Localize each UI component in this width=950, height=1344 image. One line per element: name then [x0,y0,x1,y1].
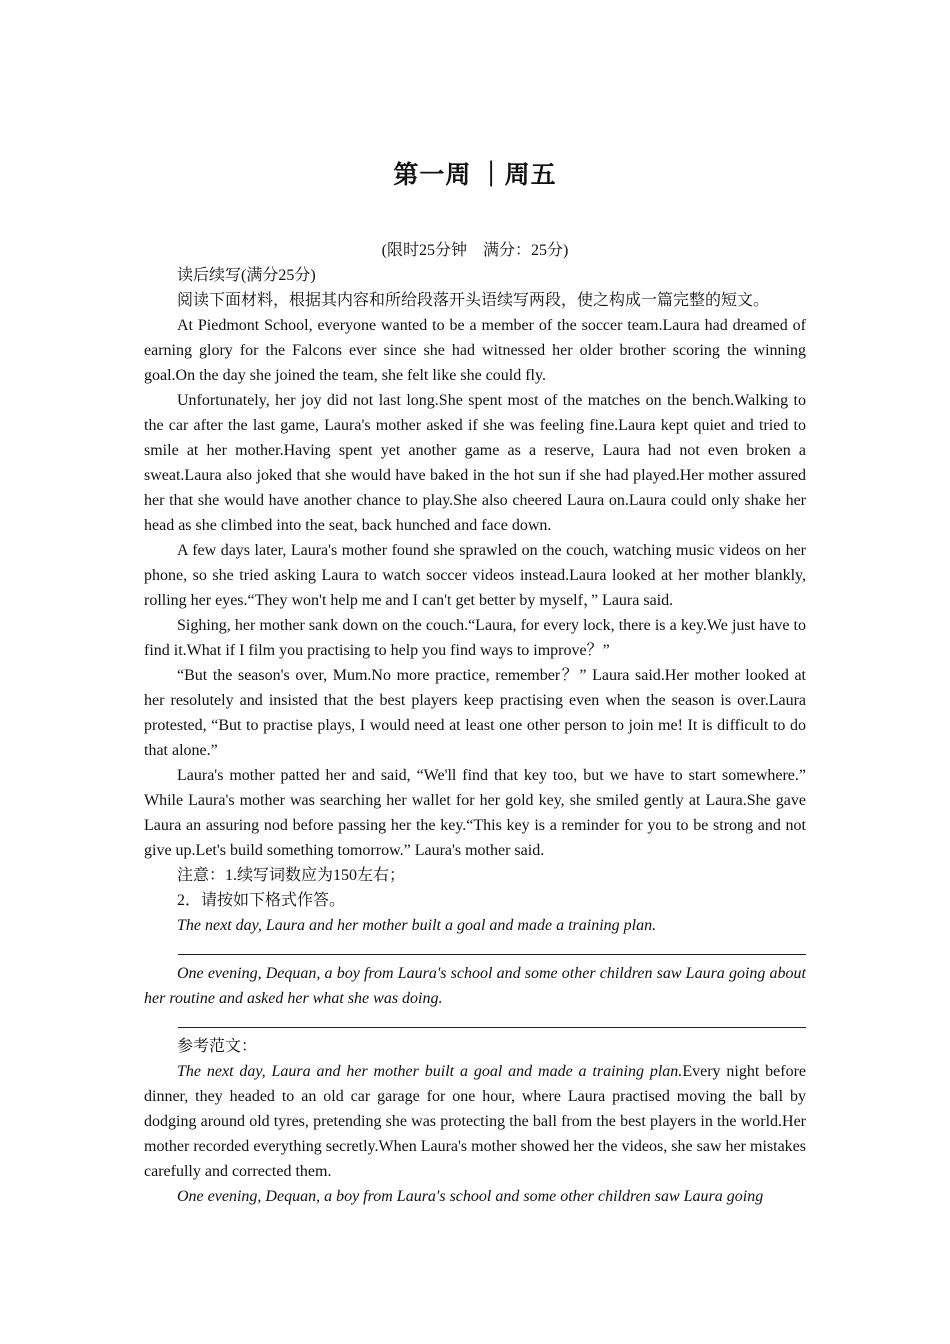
story-paragraph-3: A few days later, Laura's mother found she sprawled on the couch, watching music videos on her phone, so she tried asking Laura to watch soccer videos instead.Laura looked at her mother blankly, rolling her eyes.“They won't help me and I can't get better by myself，” Laura said. [144,542,806,609]
sample-paragraph-1-lead: The next day, Laura and her mother built a goal and made a training plan. [177,1063,683,1080]
answer-line-1[interactable] [178,945,806,955]
note-format: 2．请按如下格式作答。 [177,892,346,909]
story-paragraph-2: Unfortunately, her joy did not last long.She spent most of the matches on the bench.Walking to the car after the last game, Laura's mother asked if she was feeling fine.Laura kept quiet and tried to smile at her mother.Having spent yet another game as a reserve, Laura had not even broken a sweat.Laura also joked that she would have baked in the hot sun if she had played.Her mother assured her that she would have another chance to play.She also cheered Laura on.Laura could only shake her head as she climbed into the seat, back hunched and face down. [144,392,806,534]
prompt-paragraph-2: One eνening, Dequan, a boy from Laura's school and some other children saw Laura going about her routine and asked her what she was doing. [144,965,806,1007]
prompt-paragraph-1: The next day, Laura and her mother built a goal and made a training plan. [177,917,657,934]
page-title: 第一周 ｜周五 [393,162,557,189]
sample-paragraph-1-body: Every night before dinner, they headed to an old car garage for one hour, where Laura practised moving the ball by dodging around old tyres, pretending she was protecting the ball from the best players in the world.Her mother recorded everything secretly.When Laura's mother showed her the videos, she saw her mistakes carefully and corrected them. [144,1063,807,1180]
story-paragraph-4: Sighing, her mother sank down on the couch.“Laura, for every lock, there is a key.We just have to find it.What if I film you practising to help you find ways to improve？” [144,617,806,659]
story-paragraph-1: At Piedmont School, everyone wanted to be a member of the soccer team.Laura had dreamed of earning glory for the Falcons ever since she had witnessed her older brother scoring the winning goal.On the day she joined the team, she felt like she could fly. [144,317,806,384]
instruction-text: 阅读下面材料，根据其内容和所给段落开头语续写两段，使之构成一篇完整的短文。 [177,292,770,309]
time-limit: (限时25分钟 满分：25分) [381,242,569,259]
note-word-count: 注意：1.续写词数应为150左右； [177,867,406,884]
sample-paragraph-2: One eνening, Dequan, a boy from Laura's school and some other children saw Laura going [177,1188,764,1205]
story-paragraph-6: Laura's mother patted her and said, “We'll find that key too, but we have to start somewhere.” While Laura's mother was searching her wallet for her gold key, she smiled gently at Laura.She gave Laura an assuring nod before passing her the key.“This key is a reminder for you to be strong and not give up.Let's build something tomorrow.” Laura's mother said. [144,767,806,859]
answer-line-2[interactable] [178,1018,806,1028]
section-heading: 读后续写(满分25分) [177,267,316,284]
sample-paragraph-1 [144,1059,806,1184]
story-paragraph-5: “But the season's over, Mum.No more practice, remember？” Laura said.Her mother looked at her resolutely and insisted that the best players keep practising even when the season is over.Laura protested, “But to practise plays, I would need at least one other person to join me! It is difficult to do that alone.” [144,667,806,759]
sample-heading: 参考范文： [177,1038,258,1055]
document-body [144,238,806,1209]
